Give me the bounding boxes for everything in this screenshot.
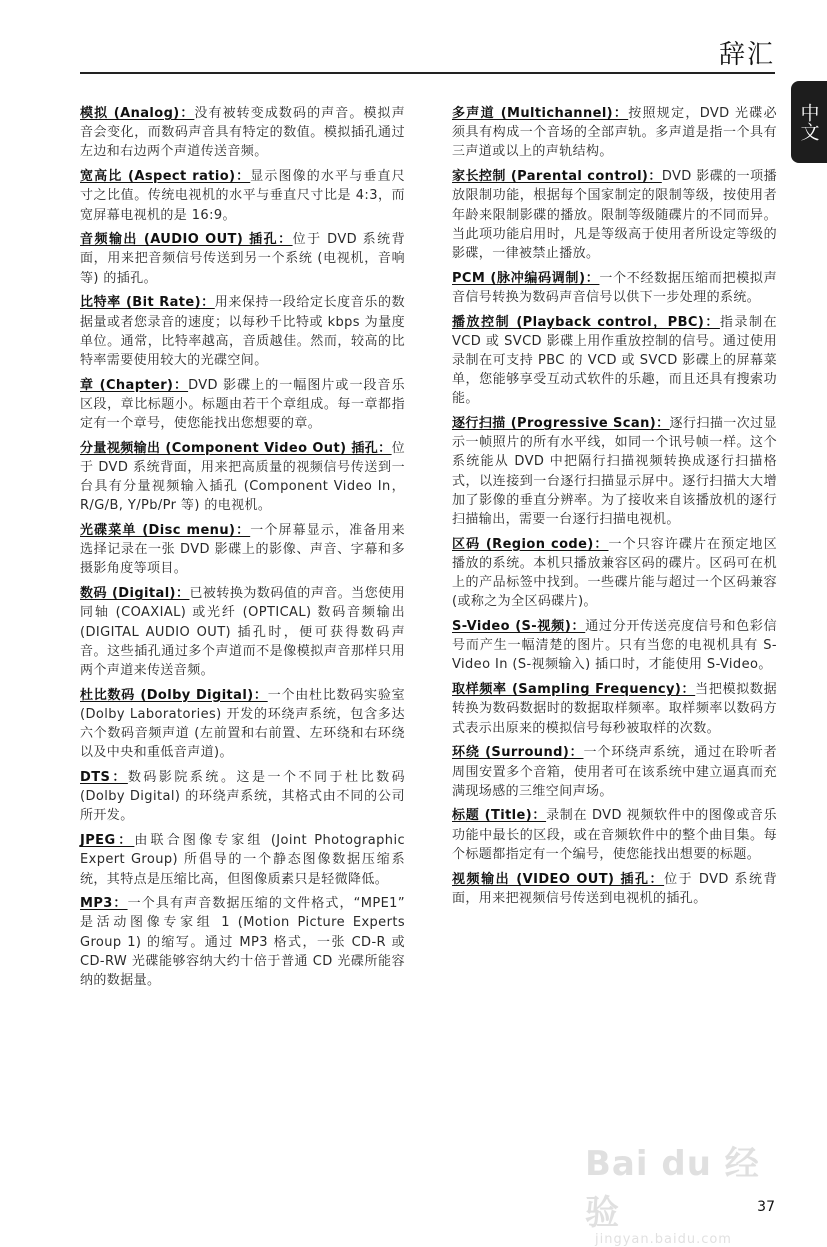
glossary-entry-aspect-ratio bbox=[80, 167, 405, 225]
entry-term: 宽高比 (Aspect ratio)： bbox=[80, 169, 251, 185]
entry-definition: 指录制在 VCD 或 SVCD 影碟上用作重放控制的信号。通过使用录制在可支持 PBC 的 VCD 或 SVCD 影碟上的屏幕菜单，您能够享受互动式软件的乐趣，而且还具有搜索功能。 bbox=[452, 314, 777, 407]
glossary-column-left bbox=[80, 104, 405, 996]
entry-term: 家长控制 (Parental control)： bbox=[452, 169, 662, 185]
entry-term: 数码 (Digital)： bbox=[80, 586, 190, 602]
entry-definition: 当把模拟数据转换为数码数据时的数据取样频率。取样频率以数码方式表示出原来的模拟信号每秒被取样的次数。 bbox=[452, 682, 777, 736]
entry-term: 章 (Chapter)： bbox=[80, 377, 189, 393]
page-title: 辞汇 bbox=[718, 40, 775, 70]
glossary-entry-dts bbox=[80, 768, 405, 826]
glossary-entry-surround bbox=[452, 743, 777, 801]
entry-definition: DVD 影碟的一项播放限制功能，根据每个国家制定的限制等级，按使用者年龄来限制影碟的播放。限制等级随碟片的不同而异。当此项功能启用时，凡是等级高于使用者所设定等级的影碟，一律被禁止播放。 bbox=[452, 169, 777, 261]
entry-definition: 由联合图像专家组 (Joint Photographic Expert Group) 所倡导的一个静态图像数据压缩系统，其特点是压缩比高，但图像质素只是轻微降低。 bbox=[80, 833, 405, 887]
entry-term: 标题 (Title)： bbox=[452, 808, 547, 824]
entry-definition: 一个只容许碟片在预定地区播放的系统。本机只播放兼容区码的碟片。区码可在机上的产品标签中找到。一些碟片能与超过一个区码兼容 (或称之为全区码碟片)。 bbox=[452, 536, 777, 610]
entry-term: 取样频率 (Sampling Frequency)： bbox=[452, 682, 696, 698]
entry-definition: 逐行扫描一次过显示一帧照片的所有水平线，如同一个讯号帧一样。这个系统能从 DVD 中把隔行扫描视频转换成逐行扫描格式，以连接到一台逐行扫描显示屏中。逐行扫描大大增加了影像的垂直分辨率。为了接收来自该播放机的逐行扫描输出，需要一台逐行扫描电视机。 bbox=[452, 416, 777, 528]
glossary-entry-component-video-out bbox=[80, 439, 405, 516]
entry-definition: 位于 DVD 系统背面，用来把视频信号传送到电视机的插孔。 bbox=[452, 871, 777, 906]
entry-definition: 已被转换为数码值的声音。当您使用同轴 (COAXIAL) 或光纤 (OPTICAL) 数码音频输出 (DIGITAL AUDIO OUT) 插孔时，便可获得数码声音。这些插孔通过多个声道而不是像模拟声音那样只用两个声道来传送音频。 bbox=[80, 586, 406, 678]
entry-term: 光碟菜单 (Disc menu)： bbox=[80, 523, 251, 539]
entry-term: JPEG： bbox=[80, 833, 135, 849]
language-tab: 中文 bbox=[791, 81, 827, 163]
entry-term: 杜比数码 (Dolby Digital)： bbox=[80, 687, 268, 703]
entry-term: 环绕 (Surround)： bbox=[452, 745, 584, 761]
entry-term: S-Video (S-视频)： bbox=[452, 619, 586, 635]
glossary-entry-analog bbox=[80, 104, 405, 162]
glossary-entry-region-code bbox=[452, 535, 777, 612]
entry-term: 视频输出 (VIDEO OUT) 插孔： bbox=[452, 871, 665, 887]
glossary-entry-digital bbox=[80, 584, 405, 680]
entry-term: 多声道 (Multichannel)： bbox=[452, 106, 629, 121]
glossary-entry-pcm bbox=[452, 269, 777, 307]
entry-term: MP3： bbox=[80, 896, 128, 912]
entry-definition: 一个具有声音数据压缩的文件格式，“MPE1” 是活动图像专家组 1 (Motion Picture Experts Group 1) 的缩写。通过 MP3 格式，一张 CD-R 或 CD-RW 光碟能够容纳大约十倍于普通 CD 光碟所能容纳的数据量。 bbox=[80, 896, 405, 989]
entry-definition: 一个由杜比数码实验室 (Dolby Laboratories) 开发的环绕声系统，包含多达六个数码音频声道 (左前置和右前置、左环绕和右环绕以及中央和重低音声道)。 bbox=[80, 687, 405, 761]
entry-term: PCM (脉冲编码调制)： bbox=[452, 270, 600, 286]
glossary-entry-bit-rate bbox=[80, 293, 405, 370]
glossary-entry-title bbox=[452, 806, 777, 864]
glossary-entry-mp3 bbox=[80, 894, 405, 990]
glossary-entry-video-out bbox=[452, 870, 777, 908]
entry-definition: 一个屏幕显示，准备用来选择记录在一张 DVD 影碟上的影像、声音、字幕和多摄影角度等项目。 bbox=[80, 523, 405, 577]
glossary-entry-audio-out bbox=[80, 230, 405, 288]
entry-term: 逐行扫描 (Progressive Scan)： bbox=[452, 416, 670, 432]
entry-definition: 用来保持一段给定长度音乐的数据量或者您录音的速度；以每秒千比特或 kbps 为量度单位。通常，比特率越高，音质越佳。然而，较高的比特率需要使用较大的光碟空间。 bbox=[80, 295, 405, 368]
entry-definition: 没有被转变成数码的声音。模拟声音会变化，而数码声音具有特定的数值。模拟插孔通过左边和右边两个声道传送音频。 bbox=[80, 106, 405, 160]
entry-definition: 一个不经数据压缩而把模拟声音信号转换为数码声音信号以供下一步处理的系统。 bbox=[452, 270, 777, 305]
entry-term: 比特率 (Bit Rate)： bbox=[80, 295, 215, 311]
watermark-logo: Bai du 经验 bbox=[585, 1144, 760, 1233]
entry-definition: 一个环绕声系统，通过在聆听者周围安置多个音箱，使用者可在该系统中建立逼真而充满现场感的三维空间声场。 bbox=[452, 745, 777, 799]
entry-definition: 数码影院系统。这是一个不同于杜比数码 (Dolby Digital) 的环绕声系统，其格式由不同的公司所开发。 bbox=[80, 770, 406, 824]
entry-definition: 通过分开传送亮度信号和色彩信号而产生一幅清楚的图片。只有当您的电视机具有 S-Video In (S-视频输入) 插口时，才能使用 S-Video。 bbox=[452, 619, 777, 673]
glossary-entry-progressive-scan bbox=[452, 414, 777, 529]
entry-term: 音频输出 (AUDIO OUT) 插孔： bbox=[80, 232, 293, 248]
entry-definition: 录制在 DVD 视频软件中的图像或音乐功能中最长的区段，或在音频软件中的整个曲目集。每个标题都指定有一个编号，使您能找出想要的标题。 bbox=[452, 808, 777, 862]
entry-term: 分量视频输出 (Component Video Out) 插孔： bbox=[80, 440, 392, 456]
glossary-entry-dolby-digital bbox=[80, 686, 405, 763]
entry-definition: DVD 影碟上的一幅图片或一段音乐区段，章比标题小。标题由若干个章组成。每一章都指定有一个章号，使您能找出您想要的章。 bbox=[80, 377, 405, 432]
glossary-entry-playback-control bbox=[452, 313, 777, 409]
glossary-column-right bbox=[452, 104, 777, 913]
watermark-url: jingyan.baidu.com bbox=[595, 1232, 732, 1247]
entry-term: 播放控制 (Playback control，PBC)： bbox=[452, 314, 720, 330]
entry-term: 模拟 (Analog)： bbox=[80, 106, 195, 121]
entry-term: 区码 (Region code)： bbox=[452, 536, 609, 552]
glossary-entry-parental-control bbox=[452, 167, 777, 263]
entry-definition: 位于 DVD 系统背面，用来把高质量的视频信号传送到一台具有分量视频输入插孔 (Component Video In，R/G/B, Y/Pb/Pr 等) 的电视机。 bbox=[80, 440, 405, 514]
entry-definition: 按照规定，DVD 光碟必须具有构成一个音场的全部声轨。多声道是指一个具有三声道或以上的声轨结构。 bbox=[452, 106, 777, 160]
entry-definition: 位于 DVD 系统背面，用来把音频信号传送到另一个系统 (电视机，音响等) 的插孔。 bbox=[80, 232, 405, 286]
glossary-entry-chapter bbox=[80, 376, 405, 434]
glossary-entry-sampling-frequency bbox=[452, 680, 777, 738]
entry-term: DTS： bbox=[80, 770, 128, 785]
glossary-entry-disc-menu bbox=[80, 521, 405, 579]
glossary-entry-jpeg bbox=[80, 831, 405, 889]
header-divider bbox=[80, 72, 775, 74]
entry-definition: 显示图像的水平与垂直尺寸之比值。传统电视机的水平与垂直尺寸比是 4:3，而宽屏幕电视机的是 16:9。 bbox=[80, 169, 405, 223]
glossary-entry-multichannel bbox=[452, 104, 777, 162]
glossary-entry-s-video bbox=[452, 617, 777, 675]
page-number: 37 bbox=[757, 1199, 775, 1215]
